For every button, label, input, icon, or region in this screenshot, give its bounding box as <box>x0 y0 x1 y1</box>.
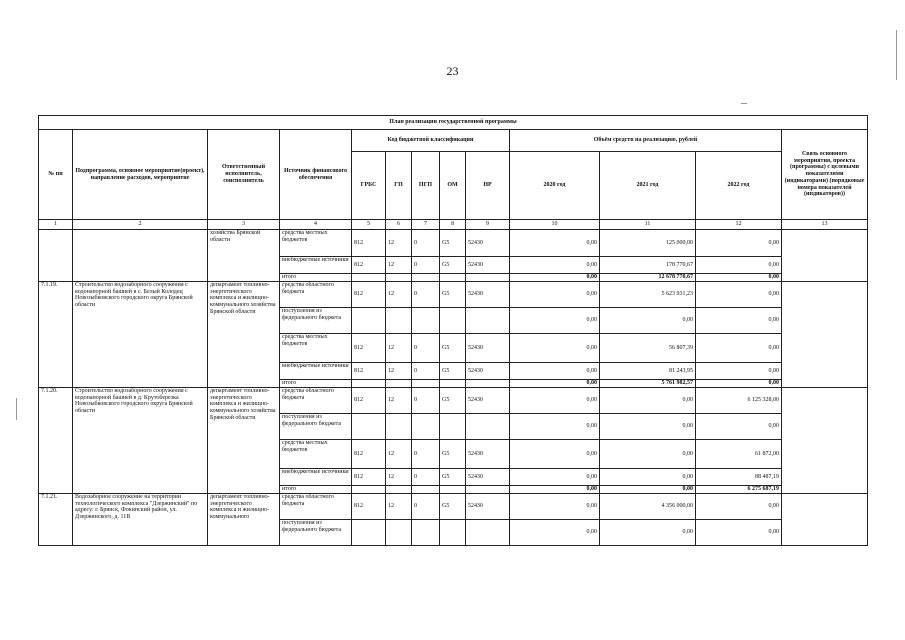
value-2020: 0,00 <box>510 282 600 308</box>
header-name: Подпрограмма, основное мероприятие(проект), направление расходов, мероприятие <box>73 130 208 220</box>
nr-cell: 52430 <box>466 388 510 414</box>
nr-cell: 52430 <box>466 494 510 520</box>
col-number: 11 <box>600 220 696 230</box>
source-cell: внебюджетные источники <box>280 469 352 486</box>
empty-cell <box>386 308 412 334</box>
header-gp: ГП <box>386 152 412 220</box>
om-cell: G5 <box>440 494 466 520</box>
empty-cell <box>440 274 466 282</box>
value-2020: 0,00 <box>510 334 600 363</box>
grbs-cell: 812 <box>352 440 386 469</box>
source-cell: поступления из федерального бюджета <box>280 414 352 440</box>
pgp-cell: 0 <box>412 494 440 520</box>
pgp-cell: 0 <box>412 282 440 308</box>
source-cell: поступления из федерального бюджета <box>280 308 352 334</box>
col-number: 6 <box>386 220 412 230</box>
header-2022: 2022 год <box>696 152 782 220</box>
value-2022: 0,00 <box>696 414 782 440</box>
cell-num <box>39 230 73 282</box>
value-2021: 178 770,67 <box>600 257 696 274</box>
total-2020: 0,00 <box>510 380 600 388</box>
value-2020: 0,00 <box>510 308 600 334</box>
value-2021: 56 807,39 <box>600 334 696 363</box>
empty-cell <box>352 274 386 282</box>
cell-responsible: департамент топливно-энергетического комплекса и жилищно-коммунального хозяйства Брянской области <box>208 388 280 494</box>
total-2022: 6 275 687,19 <box>696 486 782 494</box>
header-2021: 2021 год <box>600 152 696 220</box>
total-2022: 0,00 <box>696 380 782 388</box>
source-cell: средства местных бюджетов <box>280 440 352 469</box>
header-budget-code: Код бюджетной классификации <box>352 130 510 152</box>
header-om: ОМ <box>440 152 466 220</box>
grbs-cell: 812 <box>352 494 386 520</box>
empty-cell <box>352 520 386 546</box>
value-2022: 0,00 <box>696 308 782 334</box>
value-2020: 0,00 <box>510 388 600 414</box>
value-2020: 0,00 <box>510 363 600 380</box>
nr-cell: 52430 <box>466 230 510 257</box>
header-nr: НР <box>466 152 510 220</box>
empty-cell <box>440 414 466 440</box>
header-pgp: ПГП <box>412 152 440 220</box>
value-2021: 5 623 931,23 <box>600 282 696 308</box>
gp-cell: 12 <box>386 334 412 363</box>
total-label: итого <box>280 274 352 282</box>
total-2021: 5 761 982,57 <box>600 380 696 388</box>
empty-cell <box>440 308 466 334</box>
total-2021: 12 678 770,67 <box>600 274 696 282</box>
om-cell: G5 <box>440 334 466 363</box>
pgp-cell: 0 <box>412 440 440 469</box>
total-label: итого <box>280 380 352 388</box>
col-number: 5 <box>352 220 386 230</box>
empty-cell <box>352 308 386 334</box>
om-cell: G5 <box>440 388 466 414</box>
col-number: 12 <box>696 220 782 230</box>
empty-cell <box>440 486 466 494</box>
empty-cell <box>386 414 412 440</box>
program-plan-table <box>38 115 868 546</box>
cell-responsible: хозяйства Брянской области <box>208 230 280 282</box>
empty-cell <box>466 380 510 388</box>
source-cell: внебюджетные источники <box>280 363 352 380</box>
nr-cell: 52430 <box>466 282 510 308</box>
om-cell: G5 <box>440 469 466 486</box>
source-cell: средства областного бюджета <box>280 388 352 414</box>
value-2020: 0,00 <box>510 469 600 486</box>
total-2020: 0,00 <box>510 486 600 494</box>
empty-cell <box>412 308 440 334</box>
grbs-cell: 812 <box>352 257 386 274</box>
source-cell: средства местных бюджетов <box>280 334 352 363</box>
value-2022: 61 872,00 <box>696 440 782 469</box>
nr-cell: 52430 <box>466 363 510 380</box>
value-2022: 0,00 <box>696 494 782 520</box>
scan-mark <box>16 398 17 420</box>
empty-cell <box>466 486 510 494</box>
header-responsible: Ответственный исполнитель, соисполнитель <box>208 130 280 220</box>
col-number: 13 <box>782 220 868 230</box>
cell-name: Водозаборное сооружение на территории технологического комплекса "Дзержинский" по адресу: г. Брянск, Фокинский район, ул. Дзержинского, д. 11В <box>73 494 208 546</box>
om-cell: G5 <box>440 257 466 274</box>
value-2020: 0,00 <box>510 520 600 546</box>
empty-cell <box>352 380 386 388</box>
empty-cell <box>412 414 440 440</box>
table-title: План реализации государственной программы <box>39 116 868 130</box>
value-2021: 0,00 <box>600 440 696 469</box>
empty-cell <box>466 308 510 334</box>
cell-num: 7.1.20. <box>39 388 73 494</box>
value-2022: 0,00 <box>696 230 782 257</box>
grbs-cell: 812 <box>352 388 386 414</box>
total-2020: 0,00 <box>510 274 600 282</box>
empty-cell <box>412 274 440 282</box>
value-2020: 0,00 <box>510 414 600 440</box>
col-number: 2 <box>73 220 208 230</box>
empty-cell <box>386 274 412 282</box>
om-cell: G5 <box>440 230 466 257</box>
page-number: 23 <box>446 64 459 78</box>
scan-mark <box>896 30 897 80</box>
cell-link <box>782 494 868 546</box>
total-2022: 0,00 <box>696 274 782 282</box>
value-2021: 81 243,95 <box>600 363 696 380</box>
pgp-cell: 0 <box>412 334 440 363</box>
empty-cell <box>466 274 510 282</box>
nr-cell: 52430 <box>466 257 510 274</box>
empty-cell <box>466 414 510 440</box>
value-2020: 0,00 <box>510 440 600 469</box>
col-number: 8 <box>440 220 466 230</box>
grbs-cell: 812 <box>352 363 386 380</box>
cell-num: 7.1.21. <box>39 494 73 546</box>
value-2021: 0,00 <box>600 308 696 334</box>
value-2020: 0,00 <box>510 257 600 274</box>
empty-cell <box>352 486 386 494</box>
value-2022: 0,00 <box>696 520 782 546</box>
col-number: 7 <box>412 220 440 230</box>
om-cell: G5 <box>440 440 466 469</box>
cell-responsible: департамент топливно-энергетического комплекса и жилищно-коммунального <box>208 494 280 546</box>
pgp-cell: 0 <box>412 469 440 486</box>
value-2022: 88 487,19 <box>696 469 782 486</box>
header-2020: 2020 год <box>510 152 600 220</box>
value-2021: 125 000,00 <box>600 230 696 257</box>
nr-cell: 52430 <box>466 469 510 486</box>
grbs-cell: 812 <box>352 334 386 363</box>
value-2020: 0,00 <box>510 230 600 257</box>
value-2021: 0,00 <box>600 414 696 440</box>
value-2022: 0,00 <box>696 257 782 274</box>
value-2022: 0,00 <box>696 363 782 380</box>
col-number: 10 <box>510 220 600 230</box>
source-cell: внебюджетные источники <box>280 257 352 274</box>
cell-name: Строительство водозаборного сооружения с водонапорной башней в д. Крутоберезка Новозыбковского городского округа Брянской области <box>73 388 208 494</box>
scan-mark <box>741 103 747 104</box>
header-grbs: ГРБС <box>352 152 386 220</box>
value-2021: 4 356 000,00 <box>600 494 696 520</box>
source-cell: средства областного бюджета <box>280 494 352 520</box>
header-source: Источник финансового обеспечения <box>280 130 352 220</box>
empty-cell <box>412 380 440 388</box>
grbs-cell: 812 <box>352 469 386 486</box>
nr-cell: 52430 <box>466 440 510 469</box>
cell-link <box>782 230 868 282</box>
gp-cell: 12 <box>386 494 412 520</box>
empty-cell <box>466 520 510 546</box>
grbs-cell: 812 <box>352 282 386 308</box>
empty-cell <box>440 380 466 388</box>
empty-cell <box>386 520 412 546</box>
om-cell: G5 <box>440 282 466 308</box>
header-volume: Объём средств на реализацию, рублей <box>510 130 782 152</box>
total-2021: 0,00 <box>600 486 696 494</box>
col-number: 1 <box>39 220 73 230</box>
pgp-cell: 0 <box>412 388 440 414</box>
gp-cell: 12 <box>386 257 412 274</box>
header-num: № пп <box>39 130 73 220</box>
cell-link <box>782 388 868 494</box>
total-label: итого <box>280 486 352 494</box>
empty-cell <box>386 380 412 388</box>
source-cell: средства местных бюджетов <box>280 230 352 257</box>
empty-cell <box>412 486 440 494</box>
value-2021: 0,00 <box>600 388 696 414</box>
value-2022: 0,00 <box>696 282 782 308</box>
empty-cell <box>440 520 466 546</box>
source-cell: поступления из федерального бюджета <box>280 520 352 546</box>
col-number: 4 <box>280 220 352 230</box>
col-number: 3 <box>208 220 280 230</box>
value-2021: 0,00 <box>600 469 696 486</box>
grbs-cell: 812 <box>352 230 386 257</box>
value-2022: 0,00 <box>696 334 782 363</box>
empty-cell <box>412 520 440 546</box>
cell-name <box>73 230 208 282</box>
gp-cell: 12 <box>386 230 412 257</box>
pgp-cell: 0 <box>412 230 440 257</box>
gp-cell: 12 <box>386 469 412 486</box>
pgp-cell: 0 <box>412 257 440 274</box>
empty-cell <box>352 414 386 440</box>
cell-link <box>782 282 868 388</box>
gp-cell: 12 <box>386 388 412 414</box>
gp-cell: 12 <box>386 282 412 308</box>
value-2020: 0,00 <box>510 494 600 520</box>
gp-cell: 12 <box>386 440 412 469</box>
source-cell: средства областного бюджета <box>280 282 352 308</box>
pgp-cell: 0 <box>412 363 440 380</box>
cell-num: 7.1.19. <box>39 282 73 388</box>
header-link: Связь основного мероприятия, проекта (программы) с целевыми показателями (индикаторами) (порядковые номера показателей (индикаторов)) <box>782 130 868 220</box>
nr-cell: 52430 <box>466 334 510 363</box>
value-2022: 6 125 328,00 <box>696 388 782 414</box>
om-cell: G5 <box>440 363 466 380</box>
cell-responsible: департамент топливно-энергетического комплекса и жилищно-коммунального хозяйства Брянской области <box>208 282 280 388</box>
cell-name: Строительство водозаборного сооружения с водонапорной башней в с. Белый Колодец Новозыбковского городского округа Брянской области <box>73 282 208 388</box>
col-number: 9 <box>466 220 510 230</box>
gp-cell: 12 <box>386 363 412 380</box>
empty-cell <box>386 486 412 494</box>
value-2021: 0,00 <box>600 520 696 546</box>
